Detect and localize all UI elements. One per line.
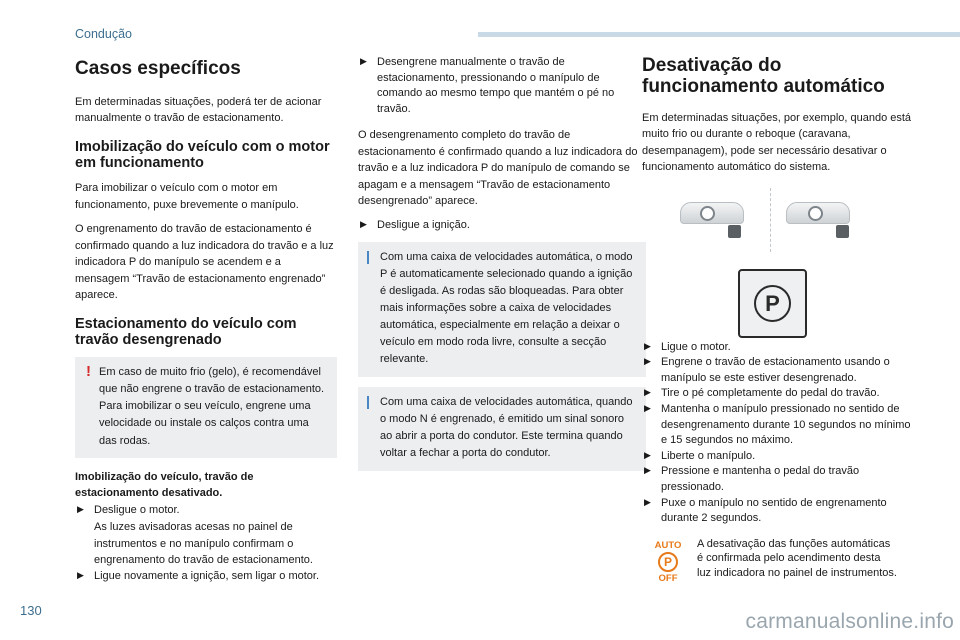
immob-para-2: O engrenamento do travão de estacionamento é confirmado quando a luz indicadora do travão e a luz indicadora P do manípulo se acendem e a mensagem “Travão de estacionamento engrenado” aparece. bbox=[75, 223, 334, 302]
bullet-arrow-icon: ▶ bbox=[644, 402, 651, 413]
bullet-arrow-icon: ▶ bbox=[644, 356, 651, 367]
release-confirm-text: O desengrenamento completo do travão de estacionamento é confirmado quando a luz indicadora do travão e a luz indicadora P do manípulo de comando se apagam e a mensagem “Travão de estacionamento desengrenado” aparece. bbox=[358, 129, 638, 208]
list-item: ▶ Pressione e mantenha o pedal do travão pressionado. bbox=[644, 465, 860, 494]
list-item: ▶ Desligue o motor. bbox=[77, 504, 180, 517]
info-box-auto-p bbox=[358, 242, 646, 377]
bullet-arrow-icon: ▶ bbox=[644, 496, 651, 507]
list-item: ▶ Ligue o motor. bbox=[644, 340, 731, 353]
list-item: ▶ Tire o pé completamente do pedal do travão. bbox=[644, 387, 880, 400]
heading-immobilization: Imobilização do veículo com o motor em funcionamento bbox=[75, 138, 330, 172]
auto-off-note bbox=[642, 537, 912, 593]
section-label: Condução bbox=[75, 27, 132, 41]
list-item: ▶ Puxe o manípulo no sentido de engrenamento durante 2 segundos. bbox=[644, 496, 887, 525]
auto-off-text: A desativação das funções automáticas é confirmada pelo acendimento desta luz indicadora no painel de instrumentos. bbox=[697, 537, 897, 579]
section-title-deactivation: Desativação do funcionamento automático bbox=[642, 55, 885, 98]
warning-text: Em caso de muito frio (gelo), é recomendável que não engrene o travão de estacionamento. Para imobilizar o seu veículo, engrene uma velocidade ou instale os calços contra uma das rodas. bbox=[99, 366, 325, 447]
auto-p-off-icon: AUTO P OFF bbox=[654, 539, 682, 585]
parking-brake-illustration bbox=[642, 184, 912, 334]
parking-brake-button-icon bbox=[738, 269, 807, 338]
column-2 bbox=[358, 55, 646, 481]
bullet-arrow-icon: ▶ bbox=[644, 387, 651, 398]
info-text-1: Com uma caixa de velocidades automática, o modo P é automaticamente selecionado quando a ignição é desligada. As rodas são bloqueadas. Para obter mais informações sobre a caixa de velocidades automática, especialmente em relação a deixar o veículo em modo roda livre, consulte a secção relevante. bbox=[380, 250, 633, 365]
info-icon bbox=[367, 251, 369, 264]
bullet-arrow-icon: ▶ bbox=[644, 465, 651, 476]
info-text-2: Com uma caixa de velocidades automática, quando o modo N é engrenado, é emitido um sinal sonoro ao abrir a porta do condutor. Este termina quando voltar a fechar a porta do condutor. bbox=[380, 395, 633, 460]
parking-symbol: P bbox=[754, 285, 791, 322]
info-box-auto-n bbox=[358, 387, 646, 471]
heading-parking: Estacionamento do veículo com travão desengrenado bbox=[75, 315, 297, 349]
column-1 bbox=[75, 55, 337, 584]
steering-wheel-icon bbox=[808, 206, 823, 221]
list-item-detail: As luzes avisadoras acesas no painel de instrumentos e no manípulo confirmam o engrenamento do travão de estacionamento. bbox=[94, 521, 313, 567]
deactivation-intro: Em determinadas situações, por exemplo, quando está muito frio ou durante o reboque (caravana, desempanagem), pode ser necessário desativar o funcionamento automático do sistema. bbox=[642, 111, 912, 174]
brake-indicator-icon bbox=[836, 225, 849, 238]
page-number: 130 bbox=[20, 603, 42, 618]
immob-para-1: Para imobilizar o veículo com o motor em funcionamento, puxe brevemente o manípulo. bbox=[75, 182, 299, 211]
bullet-arrow-icon: ▶ bbox=[644, 449, 651, 460]
list-item: ▶ Mantenha o manípulo pressionado no sentido de desengrenamento durante 10 segundos no mínimo e 15 segundos no máximo. bbox=[644, 402, 911, 447]
brake-indicator-icon bbox=[728, 225, 741, 238]
header-bar bbox=[478, 32, 960, 37]
watermark: carmanualsonline.info bbox=[745, 610, 954, 633]
divider bbox=[770, 188, 771, 252]
warning-icon: ! bbox=[86, 363, 91, 381]
bullet-arrow-icon: ▶ bbox=[360, 218, 367, 229]
bullet-arrow-icon: ▶ bbox=[360, 56, 367, 66]
list-item: ▶ Engrene o travão de estacionamento usando o manípulo se este estiver desengrenado. bbox=[644, 356, 890, 384]
immob-disabled-label: Imobilização do veículo, travão de estacionamento desativado. bbox=[75, 470, 254, 499]
page-title: Casos específicos bbox=[75, 58, 241, 79]
bullet-arrow-icon: ▶ bbox=[77, 569, 84, 580]
info-icon bbox=[367, 396, 369, 409]
list-item: ▶ Liberte o manípulo. bbox=[644, 449, 756, 462]
bullet-arrow-icon: ▶ bbox=[644, 340, 651, 351]
intro-text: Em determinadas situações, poderá ter de acionar manualmente o travão de estacionamento. bbox=[75, 95, 322, 125]
steering-wheel-icon bbox=[700, 206, 715, 221]
list-item: ▶ Desligue a ignição. bbox=[360, 218, 470, 231]
list-item: ▶ Desengrene manualmente o travão de estacionamento, pressionando o manípulo de comando ao mesmo tempo que mantém o pé no travão. bbox=[360, 56, 615, 115]
warning-box bbox=[75, 357, 337, 457]
column-3 bbox=[642, 55, 912, 593]
bullet-arrow-icon: ▶ bbox=[77, 504, 84, 515]
list-item: ▶ Ligue novamente a ignição, sem ligar o motor. bbox=[77, 569, 320, 582]
